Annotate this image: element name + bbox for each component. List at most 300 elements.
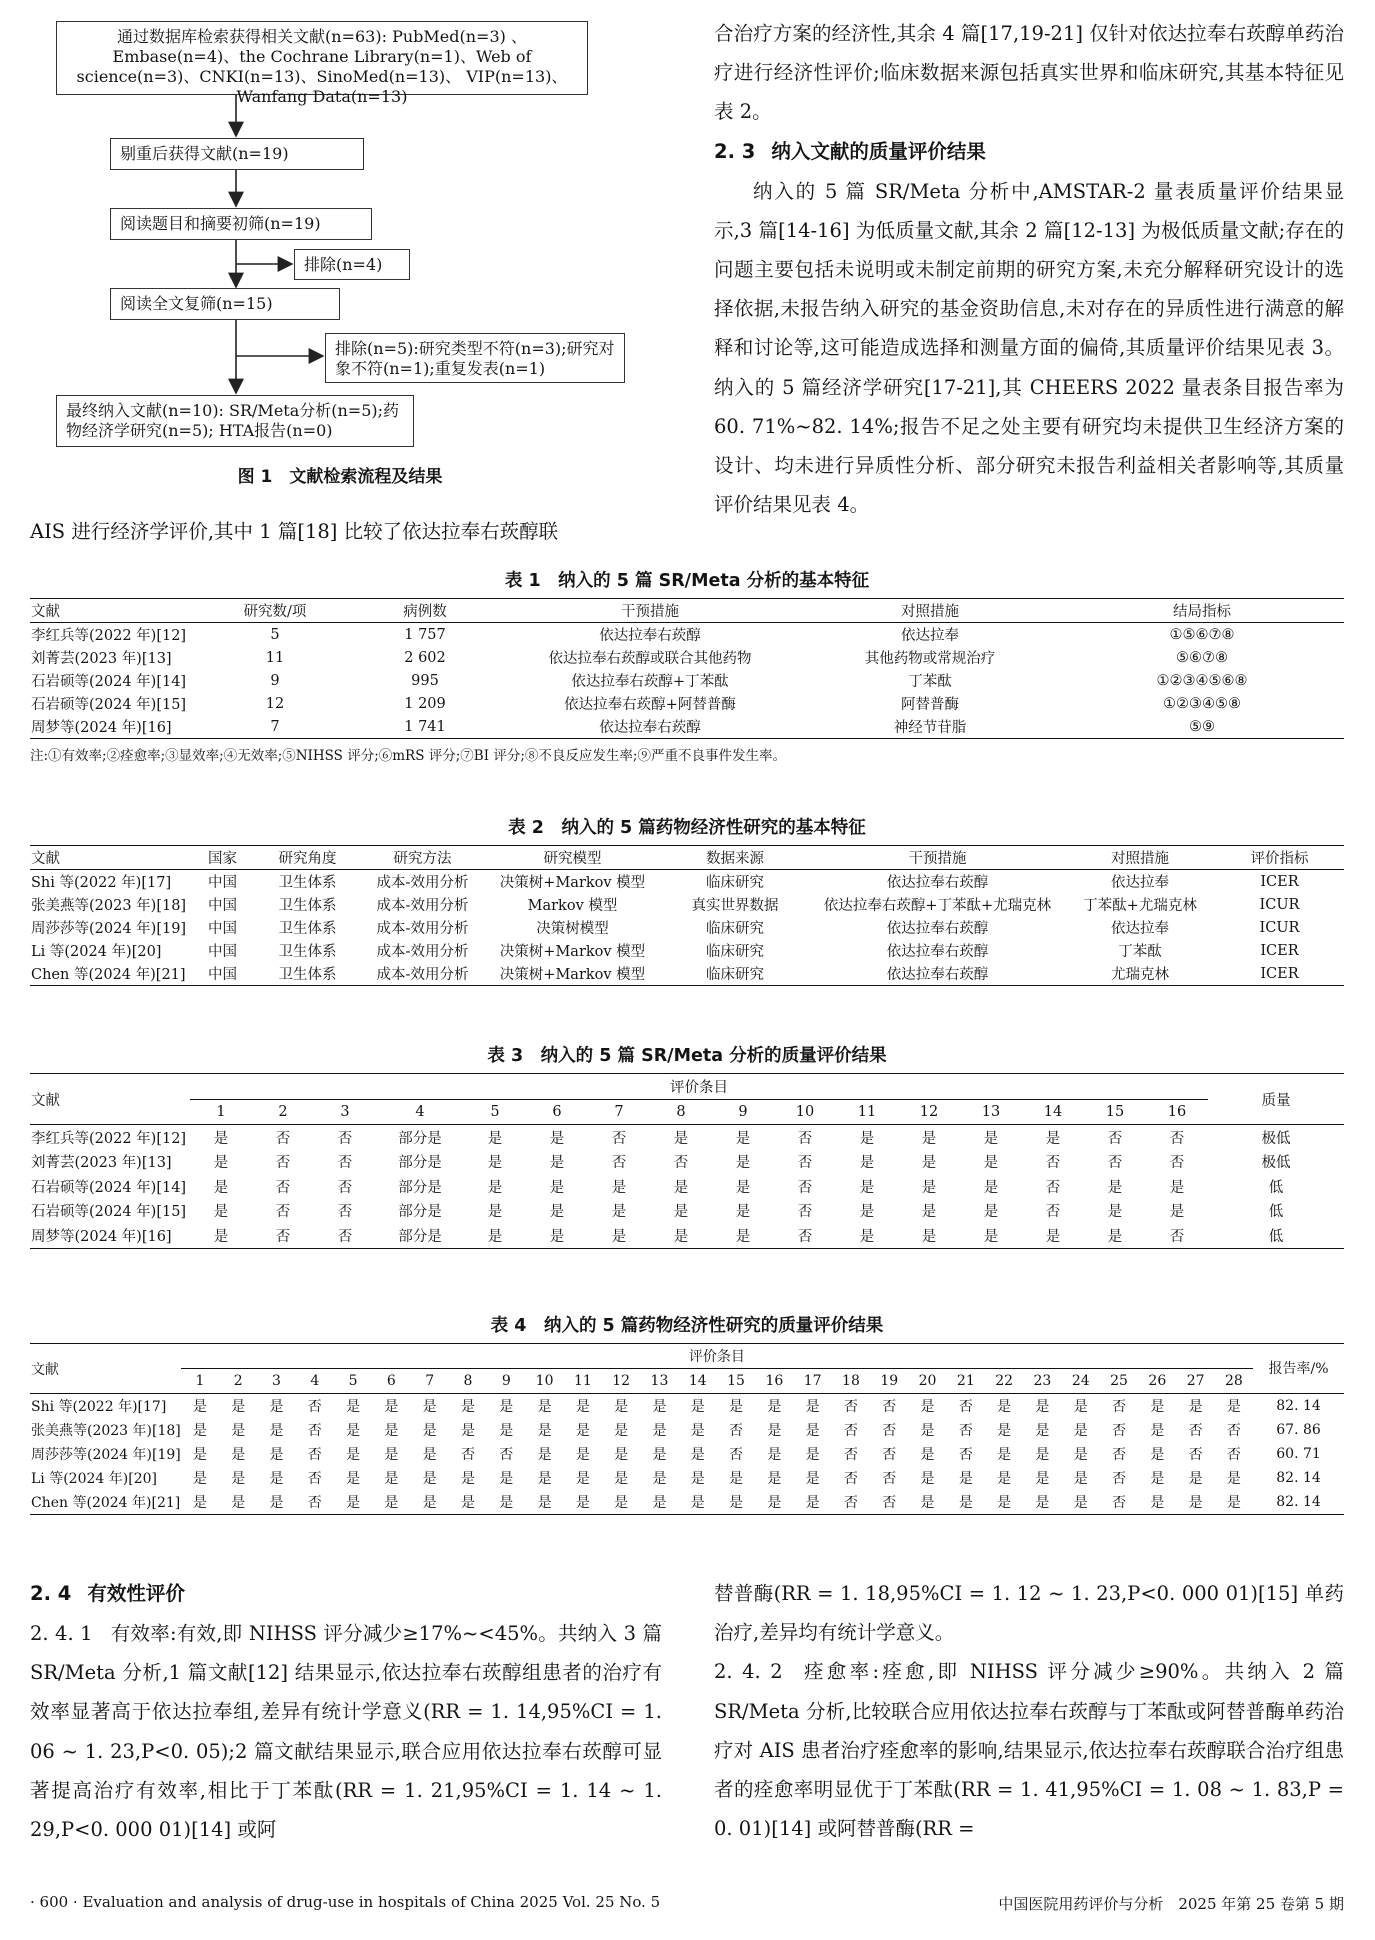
table-cell: 是 <box>1215 1490 1253 1515</box>
table-header: 对照措施 <box>800 599 1060 623</box>
table-cell: 否 <box>1188 1423 1203 1439</box>
table-header-item: 10 <box>525 1369 563 1394</box>
table-header-item: 13 <box>960 1099 1022 1125</box>
table-header: 病例数 <box>350 599 500 623</box>
paragraph: AIS 进行经济学评价,其中 1 篇[18] 比较了依达拉奉右莰醇联 <box>30 520 559 543</box>
table-cell: 是 <box>1073 1423 1088 1439</box>
table-cell: 是 <box>805 1399 820 1415</box>
table-cell: 是 <box>1035 1399 1050 1415</box>
table-cell: 是 <box>213 1130 229 1147</box>
table-row <box>30 1199 1344 1224</box>
table-cell: 是 <box>958 1471 973 1487</box>
table-cell: 是 <box>449 1490 487 1515</box>
table-header-item: 19 <box>870 1369 908 1394</box>
table-cell: 是 <box>422 1447 437 1463</box>
table-header: 研究角度 <box>255 846 360 870</box>
table-cell: 依达拉奉右莰醇 <box>599 628 701 644</box>
table-cell: 依达拉奉右莰醇 <box>500 715 800 739</box>
table-cell: 995 <box>411 672 439 689</box>
table-cell: 否 <box>1169 1130 1185 1147</box>
table-cell: 否 <box>882 1471 897 1487</box>
table-header: 研究方法 <box>360 846 485 870</box>
table-cell: 是 <box>614 1447 629 1463</box>
flow-box-search: 通过数据库检索获得相关文献(n=63): PubMed(n=3) 、Embase(n=4)、the Cochrane Library(n=1)、Web of science(n=3)、CNKI(n=13)、SinoMed(n=13)、 VIP(n=13)、 Wanfang Data(n=13) <box>56 21 588 95</box>
table-cell: 依达拉奉 <box>1111 875 1169 891</box>
table-2 <box>30 814 1344 986</box>
table-cell: 是 <box>213 1204 229 1221</box>
table-cell: 中国 <box>208 898 237 914</box>
table-cell: 是 <box>487 1490 525 1515</box>
table-cell: 是 <box>1023 1490 1061 1515</box>
table-cell: 是 <box>1150 1423 1165 1439</box>
table-header: 结局指标 <box>1060 599 1344 623</box>
table-cell: 依达拉奉右莰醇+丁苯酞+尤瑞克林 <box>823 898 1052 914</box>
table-header-item: 2 <box>219 1369 257 1394</box>
table-cell: 是 <box>588 1223 650 1248</box>
table-cell: 依达拉奉 <box>901 628 959 644</box>
table-cell: 否 <box>958 1447 973 1463</box>
table-cell: 是 <box>1073 1399 1088 1415</box>
section-heading-2-3: 2. 3 纳入文献的质量评价结果 <box>714 139 986 163</box>
table-row <box>30 692 1344 715</box>
table-cell: 尤瑞克林 <box>1065 962 1215 986</box>
table-cell: 是 <box>487 1155 503 1172</box>
page-footer-right: 中国医院用药评价与分析 2025 年第 25 卷第 5 期 <box>998 1895 1344 1913</box>
table-cell: 临床研究 <box>706 921 764 937</box>
table-cell: 临床研究 <box>660 962 810 986</box>
table-cell: 否 <box>337 1155 353 1172</box>
table-cell: 82. 14 <box>1253 1490 1344 1515</box>
table-header-item: 13 <box>640 1369 678 1394</box>
table-cell: 否 <box>797 1130 813 1147</box>
left-column-text <box>30 512 662 551</box>
table-cell: 是 <box>921 1130 937 1147</box>
table-cell: 低 <box>1268 1204 1284 1221</box>
table-cell: 成本-效用分析 <box>376 944 469 960</box>
table-row <box>30 1223 1344 1248</box>
table-cell: 周梦等(2024 年)[16] <box>30 1223 190 1248</box>
table-cell: 是 <box>652 1447 667 1463</box>
table-cell: 是 <box>460 1471 475 1487</box>
table-cell: 是 <box>717 1490 755 1515</box>
table-cell: 否 <box>307 1423 322 1439</box>
table-cell: 否 <box>870 1490 908 1515</box>
paragraph-2-4-1: 2. 4. 1 有效率:有效,即 NIHSS 评分减少≥17%~<45%。共纳入 3 篇 SR/Meta 分析,1 篇文献[12] 结果显示,依达拉奉右莰醇组患者的治疗有效率显著高于依达拉奉组,差异有统计学意义(RR = 1. 14,95%CI = 1. 06 ~ 1. 23,P<0. 05);2 篇文献结果显示,联合应用依达拉奉右莰醇可显著提高治疗有效率,相比于丁苯酞(RR = 1. 21,95%CI = 1. 14 ~ 1. 29,P<0. 000 01)[14] 或阿 <box>30 1622 662 1842</box>
table-cell: 是 <box>983 1204 999 1221</box>
table-header: 干预措施 <box>500 599 800 623</box>
table-cell: 是 <box>921 1155 937 1172</box>
table-cell: Shi 等(2022 年)[17] <box>31 875 172 891</box>
table-cell: 刘菁芸(2023 年)[13] <box>31 651 172 667</box>
table-cell: 否 <box>275 1155 291 1172</box>
table-cell: 李红兵等(2022 年)[12] <box>31 628 187 644</box>
table-cell: 9 <box>270 672 280 689</box>
table-header-item: 8 <box>650 1099 712 1125</box>
table-row <box>30 870 1344 894</box>
table-cell: 是 <box>1073 1447 1088 1463</box>
table-cell: 石岩硕等(2024 年)[14] <box>31 1179 187 1196</box>
table-cell: 是 <box>908 1490 946 1515</box>
table-cell: 是 <box>346 1399 361 1415</box>
table-cell: 是 <box>537 1447 552 1463</box>
table-cell: 部分是 <box>398 1130 442 1147</box>
table-cell: 60. 71 <box>1276 1446 1321 1462</box>
table-header-item: 1 <box>181 1369 219 1394</box>
table-cell: ①⑤⑥⑦⑧ <box>1169 626 1235 643</box>
table-header-item: 17 <box>794 1369 832 1394</box>
table-cell: 是 <box>679 1490 717 1515</box>
table-cell: 中国 <box>208 921 237 937</box>
table-cell: 是 <box>257 1490 295 1515</box>
table-cell: 依达拉奉 <box>1111 921 1169 937</box>
table-cell: 是 <box>384 1423 399 1439</box>
table-cell: Chen 等(2024 年)[21] <box>30 962 190 986</box>
table-cell: 1 209 <box>404 695 446 712</box>
table-cell: 是 <box>411 1490 449 1515</box>
paragraph: 替普酶(RR = 1. 18,95%CI = 1. 12 ~ 1. 23,P<0. 000 01)[15] 单药治疗,差异均有统计学意义。 <box>714 1582 1344 1645</box>
table-cell: 是 <box>181 1490 219 1515</box>
table-cell: 是 <box>859 1130 875 1147</box>
table-row <box>30 715 1344 739</box>
table-cell: 11 <box>265 649 285 666</box>
table-cell: 否 <box>337 1204 353 1221</box>
table-row <box>30 916 1344 939</box>
table-cell: 是 <box>422 1471 437 1487</box>
table-cell: 是 <box>921 1179 937 1196</box>
table-cell: Li 等(2024 年)[20] <box>31 1471 157 1487</box>
flow-box-exclude-2: 排除(n=5):研究类型不符(n=3);研究对象不符(n=1);重复发表(n=1) <box>325 333 625 383</box>
table-note: 注:①有效率;②痊愈率;③显效率;④无效率;⑤NIHSS 评分;⑥mRS 评分;⑦BI 评分;⑧不良反应发生率;⑨严重不良事件发生率。 <box>30 748 786 764</box>
table-cell: 是 <box>346 1423 361 1439</box>
table-cell: 是 <box>997 1447 1012 1463</box>
table-header: 国家 <box>190 846 255 870</box>
table-cell: 是 <box>652 1471 667 1487</box>
table-cell: 否 <box>307 1399 322 1415</box>
table-cell: 是 <box>755 1490 793 1515</box>
table-cell: 是 <box>735 1155 751 1172</box>
table-cell: 是 <box>487 1204 503 1221</box>
table-cell: 部分是 <box>398 1179 442 1196</box>
table-cell: 是 <box>1188 1399 1203 1415</box>
table-cell: 否 <box>611 1130 627 1147</box>
table-cell: 丁苯酞 <box>908 674 952 690</box>
table-cell: 否 <box>1107 1155 1123 1172</box>
table-cell: 依达拉奉右莰醇 <box>810 962 1065 986</box>
paragraph: 纳入的 5 篇 SR/Meta 分析中,AMSTAR-2 量表质量评价结果显示,3 篇[14-16] 为低质量文献,其余 2 篇[12-13] 为极低质量文献;存在的问题主要包括未说明或未制定前期的研究方案,未充分解释研究设计的选择依据,未报告纳入研究的基金资助信息,未对存在的异质性进行满意的解释和讨论等,这可能造成选择和测量方面的偏倚,其质量评价结果见表 3。纳入的 5 篇经济学研究[17-21],其 CHEERS 2022 量表条目报告率为 60. 71%~82. 14%;报告不足之处主要有研究均未提供卫生经济方案的设计、均未进行异质性分析、部分研究未报告利益相关者影响等,其质量评价结果见表 4。 <box>714 179 1344 517</box>
table-cell: 是 <box>735 1130 751 1147</box>
table-caption: 表 2 纳入的 5 篇药物经济性研究的基本特征 <box>508 818 866 838</box>
table-cell: 否 <box>882 1447 897 1463</box>
table-header-item: 3 <box>314 1099 376 1125</box>
table-cell: 是 <box>614 1423 629 1439</box>
table-row <box>30 669 1344 692</box>
table-cell: 是 <box>269 1423 284 1439</box>
table-header-item: 8 <box>449 1369 487 1394</box>
section-2-4-right <box>714 1574 1344 1848</box>
table-cell: 是 <box>767 1423 782 1439</box>
table-cell: 是 <box>921 1204 937 1221</box>
table-cell: 是 <box>1045 1130 1061 1147</box>
table-cell: ICUR <box>1259 919 1300 936</box>
table-header-item: 5 <box>464 1099 526 1125</box>
table-cell: 是 <box>602 1490 640 1515</box>
figure-1 <box>0 0 680 500</box>
table-cell: 决策树模型 <box>536 921 609 937</box>
table-cell: 卫生体系 <box>255 962 360 986</box>
table-cell: 是 <box>549 1179 565 1196</box>
table-header-item: 15 <box>1084 1099 1146 1125</box>
table-cell: 否 <box>611 1155 627 1172</box>
table-cell: 是 <box>1150 1447 1165 1463</box>
table-cell: 否 <box>1100 1490 1138 1515</box>
right-column-text <box>714 14 1344 524</box>
table-cell: 是 <box>1169 1204 1185 1221</box>
table-cell: 是 <box>213 1179 229 1196</box>
table-cell: 否 <box>832 1490 870 1515</box>
table-header-item: 7 <box>588 1099 650 1125</box>
table-cell: Shi 等(2022 年)[17] <box>31 1399 167 1415</box>
table-header-item: 9 <box>712 1099 774 1125</box>
table-cell: 丁苯酞+尤瑞克林 <box>1083 898 1197 914</box>
table-header-item: 24 <box>1062 1369 1100 1394</box>
table-cell: 阿替普酶 <box>901 697 959 713</box>
table-cell: 是 <box>960 1223 1022 1248</box>
table-cell: 张美燕等(2023 年)[18] <box>31 1423 181 1439</box>
table-header-item: 16 <box>1146 1099 1208 1125</box>
table-cell: 否 <box>843 1423 858 1439</box>
table-cell: 是 <box>346 1447 361 1463</box>
table-cell: 是 <box>575 1471 590 1487</box>
table-cell: 成本-效用分析 <box>376 921 469 937</box>
table-cell: 否 <box>1107 1130 1123 1147</box>
table-cell: 否 <box>1226 1423 1241 1439</box>
table-caption: 表 4 纳入的 5 篇药物经济性研究的质量评价结果 <box>490 1316 884 1336</box>
table-cell: 决策树+Markov 模型 <box>485 962 660 986</box>
table-cell: 是 <box>575 1447 590 1463</box>
table-cell: 依达拉奉右莰醇 <box>886 875 989 891</box>
table-cell: 丁苯酞 <box>1118 944 1162 960</box>
flow-box-exclude-1: 排除(n=4) <box>294 249 410 280</box>
table-header-item: 11 <box>564 1369 602 1394</box>
table-cell: 是 <box>1062 1490 1100 1515</box>
table-cell: 否 <box>275 1130 291 1147</box>
table-cell: 是 <box>652 1423 667 1439</box>
table-cell: 是 <box>1035 1423 1050 1439</box>
table-cell: 石岩硕等(2024 年)[15] <box>31 1204 187 1221</box>
table-cell: 神经节苷脂 <box>800 715 1060 739</box>
table-cell: 是 <box>735 1204 751 1221</box>
table-cell: 是 <box>690 1447 705 1463</box>
table-header-item: 6 <box>372 1369 410 1394</box>
table-header-item: 12 <box>898 1099 960 1125</box>
table-cell: 成本-效用分析 <box>376 898 469 914</box>
table-cell: 是 <box>190 1223 252 1248</box>
table-1-grid <box>30 598 1344 739</box>
table-caption: 表 1 纳入的 5 篇 SR/Meta 分析的基本特征 <box>504 571 870 591</box>
table-row <box>30 1418 1344 1442</box>
table-cell: 是 <box>805 1447 820 1463</box>
table-cell: 低 <box>1208 1223 1344 1248</box>
table-cell: 是 <box>269 1471 284 1487</box>
table-cell: ICER <box>1215 962 1344 986</box>
table-cell: 是 <box>859 1204 875 1221</box>
table-cell: 中国 <box>208 944 237 960</box>
table-cell: 否 <box>843 1399 858 1415</box>
table-cell: 是 <box>525 1490 563 1515</box>
table-cell: 否 <box>1045 1155 1061 1172</box>
table-cell: 否 <box>1169 1155 1185 1172</box>
table-header-item: 10 <box>774 1099 836 1125</box>
table-cell: 是 <box>575 1423 590 1439</box>
table-header: 文献 <box>30 846 190 870</box>
table-header: 干预措施 <box>810 846 1065 870</box>
table-cell: 是 <box>614 1471 629 1487</box>
table-header-item: 23 <box>1023 1369 1061 1394</box>
table-row <box>30 623 1344 647</box>
table-header-item: 22 <box>985 1369 1023 1394</box>
table-header-item: 26 <box>1138 1369 1176 1394</box>
table-cell: 5 <box>270 626 280 643</box>
table-cell: 是 <box>384 1447 399 1463</box>
table-cell: 成本-效用分析 <box>360 962 485 986</box>
table-header-item: 18 <box>832 1369 870 1394</box>
table-cell: 是 <box>334 1490 372 1515</box>
table-row <box>30 893 1344 916</box>
table-cell: 卫生体系 <box>278 921 337 937</box>
table-row <box>30 1174 1344 1199</box>
table-header-item: 7 <box>411 1369 449 1394</box>
table-cell: 是 <box>983 1179 999 1196</box>
table-header-item: 2 <box>252 1099 314 1125</box>
table-cell: 否 <box>1045 1179 1061 1196</box>
table-cell: 否 <box>673 1155 689 1172</box>
table-cell: 是 <box>1188 1471 1203 1487</box>
table-cell: 是 <box>947 1490 985 1515</box>
table-row <box>30 1150 1344 1175</box>
table-cell: 是 <box>997 1471 1012 1487</box>
table-header-item: 21 <box>947 1369 985 1394</box>
table-cell: 是 <box>673 1130 689 1147</box>
table-header: 文献 <box>30 1344 181 1394</box>
table-cell: 是 <box>1169 1179 1185 1196</box>
table-cell: 否 <box>307 1471 322 1487</box>
table-cell: 是 <box>231 1471 246 1487</box>
table-cell: 是 <box>1035 1447 1050 1463</box>
table-header: 研究数/项 <box>200 599 350 623</box>
table-cell: 低 <box>1268 1179 1284 1196</box>
table-cell: ①②③④⑤⑧ <box>1163 695 1241 712</box>
table-cell: 12 <box>265 695 285 712</box>
table-3-grid <box>30 1073 1344 1249</box>
table-cell: 是 <box>464 1223 526 1248</box>
table-cell: 是 <box>487 1179 503 1196</box>
table-cell: 卫生体系 <box>278 944 337 960</box>
table-cell: 否 <box>460 1447 475 1463</box>
table-cell: 卫生体系 <box>278 875 337 891</box>
table-cell: 否 <box>958 1399 973 1415</box>
table-cell: 否 <box>1112 1423 1127 1439</box>
table-cell: 7 <box>200 715 350 739</box>
table-cell: 是 <box>611 1179 627 1196</box>
table-cell: 是 <box>1150 1471 1165 1487</box>
table-cell: 极低 <box>1261 1155 1291 1172</box>
table-header-item: 4 <box>376 1099 464 1125</box>
table-cell: 是 <box>983 1130 999 1147</box>
page-footer-left: · 600 · Evaluation and analysis of drug-use in hospitals of China 2025 Vol. 25 No. 5 <box>30 1893 661 1911</box>
table-cell: 是 <box>997 1423 1012 1439</box>
table-cell: 是 <box>1022 1223 1084 1248</box>
table-cell: 是 <box>1176 1490 1214 1515</box>
table-cell: ICER <box>1260 873 1299 890</box>
table-header: 质量 <box>1208 1074 1344 1125</box>
table-cell: 否 <box>797 1204 813 1221</box>
table-header-item: 9 <box>487 1369 525 1394</box>
table-cell: Li 等(2024 年)[20] <box>31 944 162 960</box>
table-cell: 是 <box>1107 1204 1123 1221</box>
table-cell: 否 <box>275 1179 291 1196</box>
table-cell: 是 <box>859 1179 875 1196</box>
table-cell: 是 <box>231 1447 246 1463</box>
table-cell: 是 <box>231 1423 246 1439</box>
table-header: 研究模型 <box>485 846 660 870</box>
table-cell: 是 <box>564 1490 602 1515</box>
table-header-item: 14 <box>1022 1099 1084 1125</box>
table-cell: 否 <box>1146 1223 1208 1248</box>
table-cell: 否 <box>1226 1447 1241 1463</box>
table-header-item: 16 <box>755 1369 793 1394</box>
table-cell: 否 <box>729 1447 744 1463</box>
table-cell: 张美燕等(2023 年)[18] <box>31 898 187 914</box>
table-cell: 依达拉奉右莰醇 <box>886 921 989 937</box>
table-cell: 是 <box>192 1423 207 1439</box>
table-row <box>30 646 1344 669</box>
section-heading-2-4: 2. 4 有效性评价 <box>30 1582 185 1605</box>
table-row <box>30 1442 1344 1466</box>
table-cell: 67. 86 <box>1276 1422 1321 1438</box>
table-header: 数据来源 <box>660 846 810 870</box>
table-cell: 否 <box>296 1490 334 1515</box>
table-cell: 是 <box>537 1399 552 1415</box>
table-cell: 李红兵等(2022 年)[12] <box>31 1130 187 1147</box>
table-cell: 是 <box>859 1155 875 1172</box>
table-cell: 是 <box>805 1471 820 1487</box>
table-caption: 表 3 纳入的 5 篇 SR/Meta 分析的质量评价结果 <box>487 1046 887 1066</box>
table-row <box>30 1466 1344 1490</box>
table-cell: 是 <box>1035 1471 1050 1487</box>
table-cell: 否 <box>307 1447 322 1463</box>
table-cell: 是 <box>1073 1471 1088 1487</box>
table-cell: 临床研究 <box>706 875 764 891</box>
table-header-group: 评价条目 <box>181 1344 1253 1369</box>
table-cell: 中国 <box>208 875 237 891</box>
table-cell: ⑤⑥⑦⑧ <box>1176 649 1228 666</box>
table-header-item: 12 <box>602 1369 640 1394</box>
table-cell: 是 <box>794 1490 832 1515</box>
table-cell: 是 <box>767 1471 782 1487</box>
table-cell: 否 <box>1045 1204 1061 1221</box>
table-header: 文献 <box>30 1074 190 1125</box>
table-cell: 是 <box>575 1399 590 1415</box>
table-cell: 是 <box>729 1471 744 1487</box>
table-cell: 是 <box>652 1399 667 1415</box>
table-cell: 是 <box>898 1223 960 1248</box>
table-cell: 依达拉奉右莰醇或联合其他药物 <box>548 651 752 667</box>
table-cell: 中国 <box>190 962 255 986</box>
table-header-item: 20 <box>908 1369 946 1394</box>
table-cell: 是 <box>422 1423 437 1439</box>
table-cell: 否 <box>797 1179 813 1196</box>
table-header-item: 3 <box>257 1369 295 1394</box>
